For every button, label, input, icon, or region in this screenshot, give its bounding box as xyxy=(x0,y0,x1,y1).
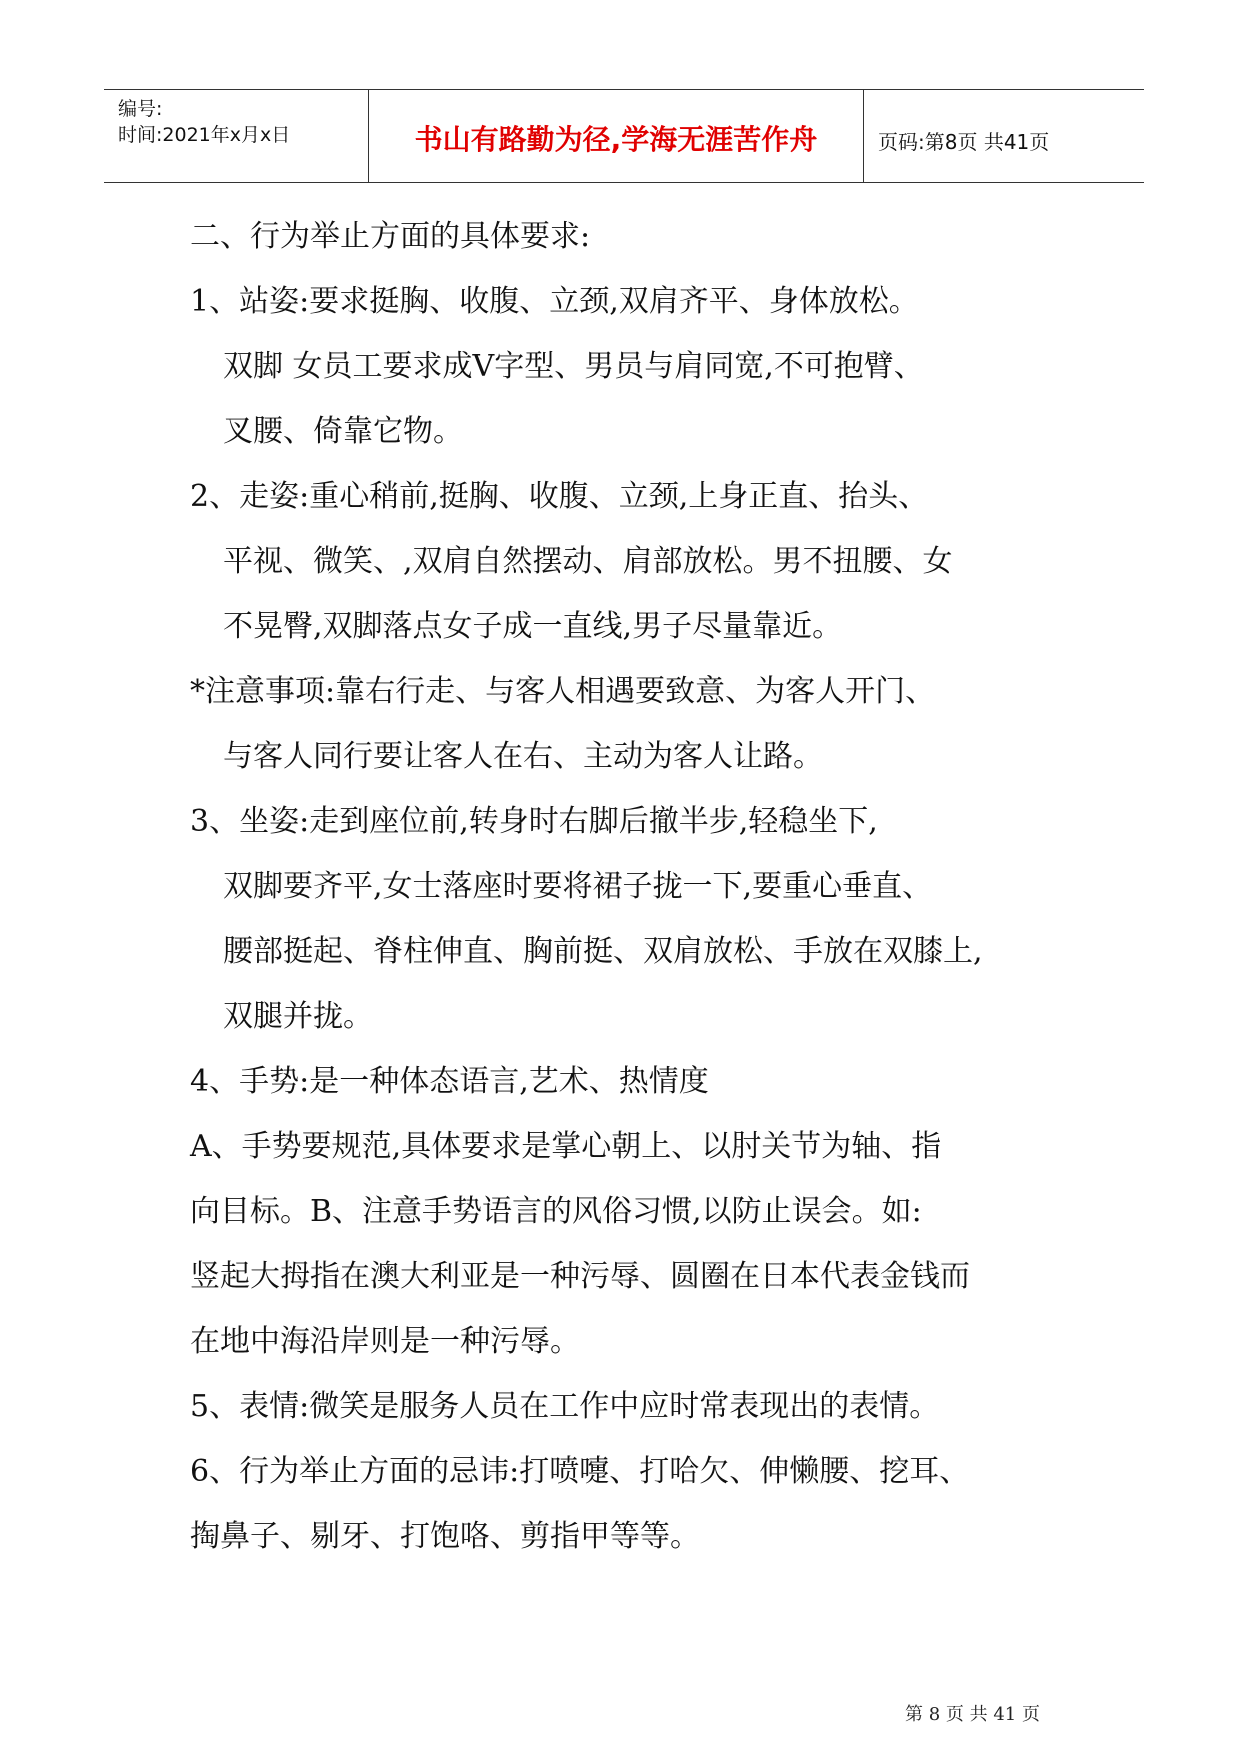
text-line: 5、表情:微笑是服务人员在工作中应时常表现出的表情。 xyxy=(190,1389,940,1424)
text-line: 1、站姿:要求挺胸、收腹、立颈,双肩齐平、身体放松。 xyxy=(190,284,919,319)
text-line: 6、行为举止方面的忌讳:打喷嚏、打哈欠、伸懒腰、挖耳、 xyxy=(190,1454,970,1489)
text-line: 双脚 女员工要求成V字型、男员与肩同宽,不可抱臂、 xyxy=(223,349,924,384)
text-line: 4、手势:是一种体态语言,艺术、热情度 xyxy=(190,1064,709,1099)
motto-text: 书山有路勤为径,学海无涯苦作舟 xyxy=(414,123,818,156)
text-line: 不晃臀,双脚落点女子成一直线,男子尽量靠近。 xyxy=(223,609,843,644)
number-label: 编号: xyxy=(118,98,163,120)
text-line: 双腿并拢。 xyxy=(223,999,373,1034)
text-line: 掏鼻子、剔牙、打饱咯、剪指甲等等。 xyxy=(190,1519,700,1554)
section-heading: 二、行为举止方面的具体要求: xyxy=(190,219,591,254)
text-line: 在地中海沿岸则是一种污辱。 xyxy=(190,1324,580,1359)
header-motto-cell xyxy=(369,90,864,182)
time-label: 时间:2021年x月x日 xyxy=(118,124,291,146)
text-line: 与客人同行要让客人在右、主动为客人让路。 xyxy=(223,739,823,774)
text-line: 向目标。B、注意手势语言的风俗习惯,以防止误会。如: xyxy=(190,1194,922,1229)
text-line: A、手势要规范,具体要求是掌心朝上、以肘关节为轴、指 xyxy=(190,1129,942,1164)
page-header xyxy=(104,89,1144,183)
text-line: 3、坐姿:走到座位前,转身时右脚后撤半步,轻稳坐下, xyxy=(190,804,878,839)
text-line: 平视、微笑、,双肩自然摆动、肩部放松。男不扭腰、女 xyxy=(223,544,953,579)
text-line: 双脚要齐平,女士落座时要将裙子拢一下,要重心垂直、 xyxy=(223,869,933,904)
header-page-cell xyxy=(864,90,1144,182)
text-line: 腰部挺起、脊柱伸直、胸前挺、双肩放松、手放在双膝上, xyxy=(223,934,983,969)
text-line: 2、走姿:重心稍前,挺胸、收腹、立颈,上身正直、抬头、 xyxy=(190,479,929,514)
text-line: 竖起大拇指在澳大利亚是一种污辱、圆圈在日本代表金钱而 xyxy=(190,1259,970,1294)
header-page-label: 页码:第8页 共41页 xyxy=(878,130,1050,154)
header-meta-cell xyxy=(104,90,369,182)
text-line: 叉腰、倚靠它物。 xyxy=(223,414,463,449)
document-body xyxy=(190,204,1090,1569)
note-line: *注意事项:靠右行走、与客人相遇要致意、为客人开门、 xyxy=(190,674,936,709)
page-footer: 第 8 页 共 41 页 xyxy=(905,1704,1040,1725)
